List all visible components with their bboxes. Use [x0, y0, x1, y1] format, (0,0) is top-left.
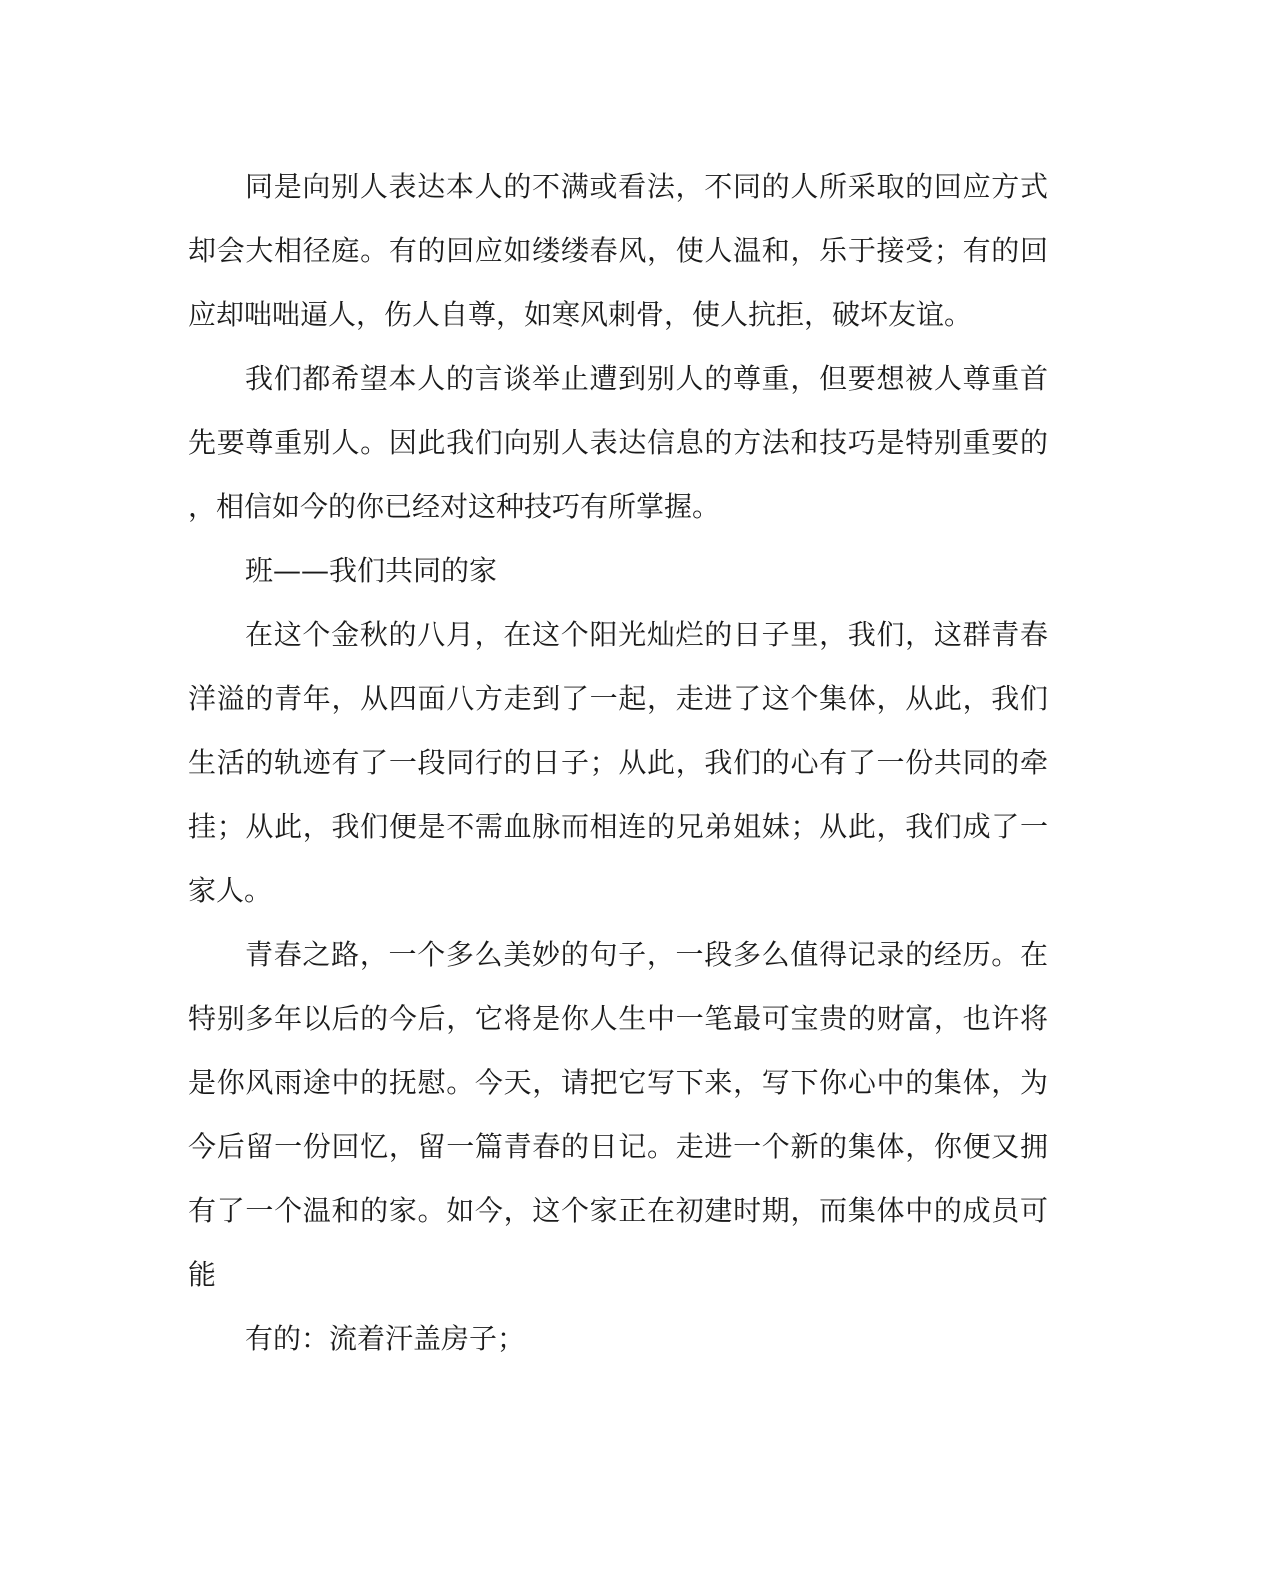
paragraph-line: 能 [188, 1258, 217, 1291]
paragraph-line: 青春之路，一个多么美妙的句子，一段多么值得记录的经历。在 [245, 938, 1048, 971]
paragraph-line: 却会大相径庭。有的回应如缕缕春风，使人温和，乐于接受；有的回 [188, 234, 1048, 267]
paragraph-line: ，相信如今的你已经对这种技巧有所掌握。 [188, 490, 721, 523]
paragraph-line: 我们都希望本人的言谈举止遭到别人的尊重，但要想被人尊重首 [245, 362, 1048, 395]
paragraph-line: 同是向别人表达本人的不满或看法，不同的人所采取的回应方式 [245, 170, 1048, 203]
paragraph-line: 先要尊重别人。因此我们向别人表达信息的方法和技巧是特别重要的 [188, 426, 1048, 459]
paragraph-line: 应却咄咄逼人，伤人自尊，如寒风刺骨，使人抗拒，破坏友谊。 [188, 298, 973, 331]
paragraph-line: 挂；从此，我们便是不需血脉而相连的兄弟姐妹；从此，我们成了一 [188, 810, 1048, 843]
paragraph-line: 洋溢的青年，从四面八方走到了一起，走进了这个集体，从此，我们 [188, 682, 1048, 715]
paragraph-line: 有了一个温和的家。如今，这个家正在初建时期，而集体中的成员可 [188, 1194, 1048, 1227]
document-body [188, 158, 1048, 1374]
paragraph-line: 特别多年以后的今后，它将是你人生中一笔最可宝贵的财富，也许将 [188, 1002, 1048, 1035]
paragraph-line: 是你风雨途中的抚慰。今天，请把它写下来，写下你心中的集体，为 [188, 1066, 1048, 1099]
paragraph-line: 家人。 [188, 874, 273, 907]
section-heading: 班——我们共同的家 [245, 554, 498, 587]
paragraph-line: 在这个金秋的八月，在这个阳光灿烂的日子里，我们，这群青春 [245, 618, 1048, 651]
paragraph-line: 生活的轨迹有了一段同行的日子；从此，我们的心有了一份共同的牵 [188, 746, 1048, 779]
paragraph-line: 有的：流着汗盖房子； [245, 1322, 526, 1355]
paragraph-line: 今后留一份回忆，留一篇青春的日记。走进一个新的集体，你便又拥 [188, 1130, 1048, 1163]
